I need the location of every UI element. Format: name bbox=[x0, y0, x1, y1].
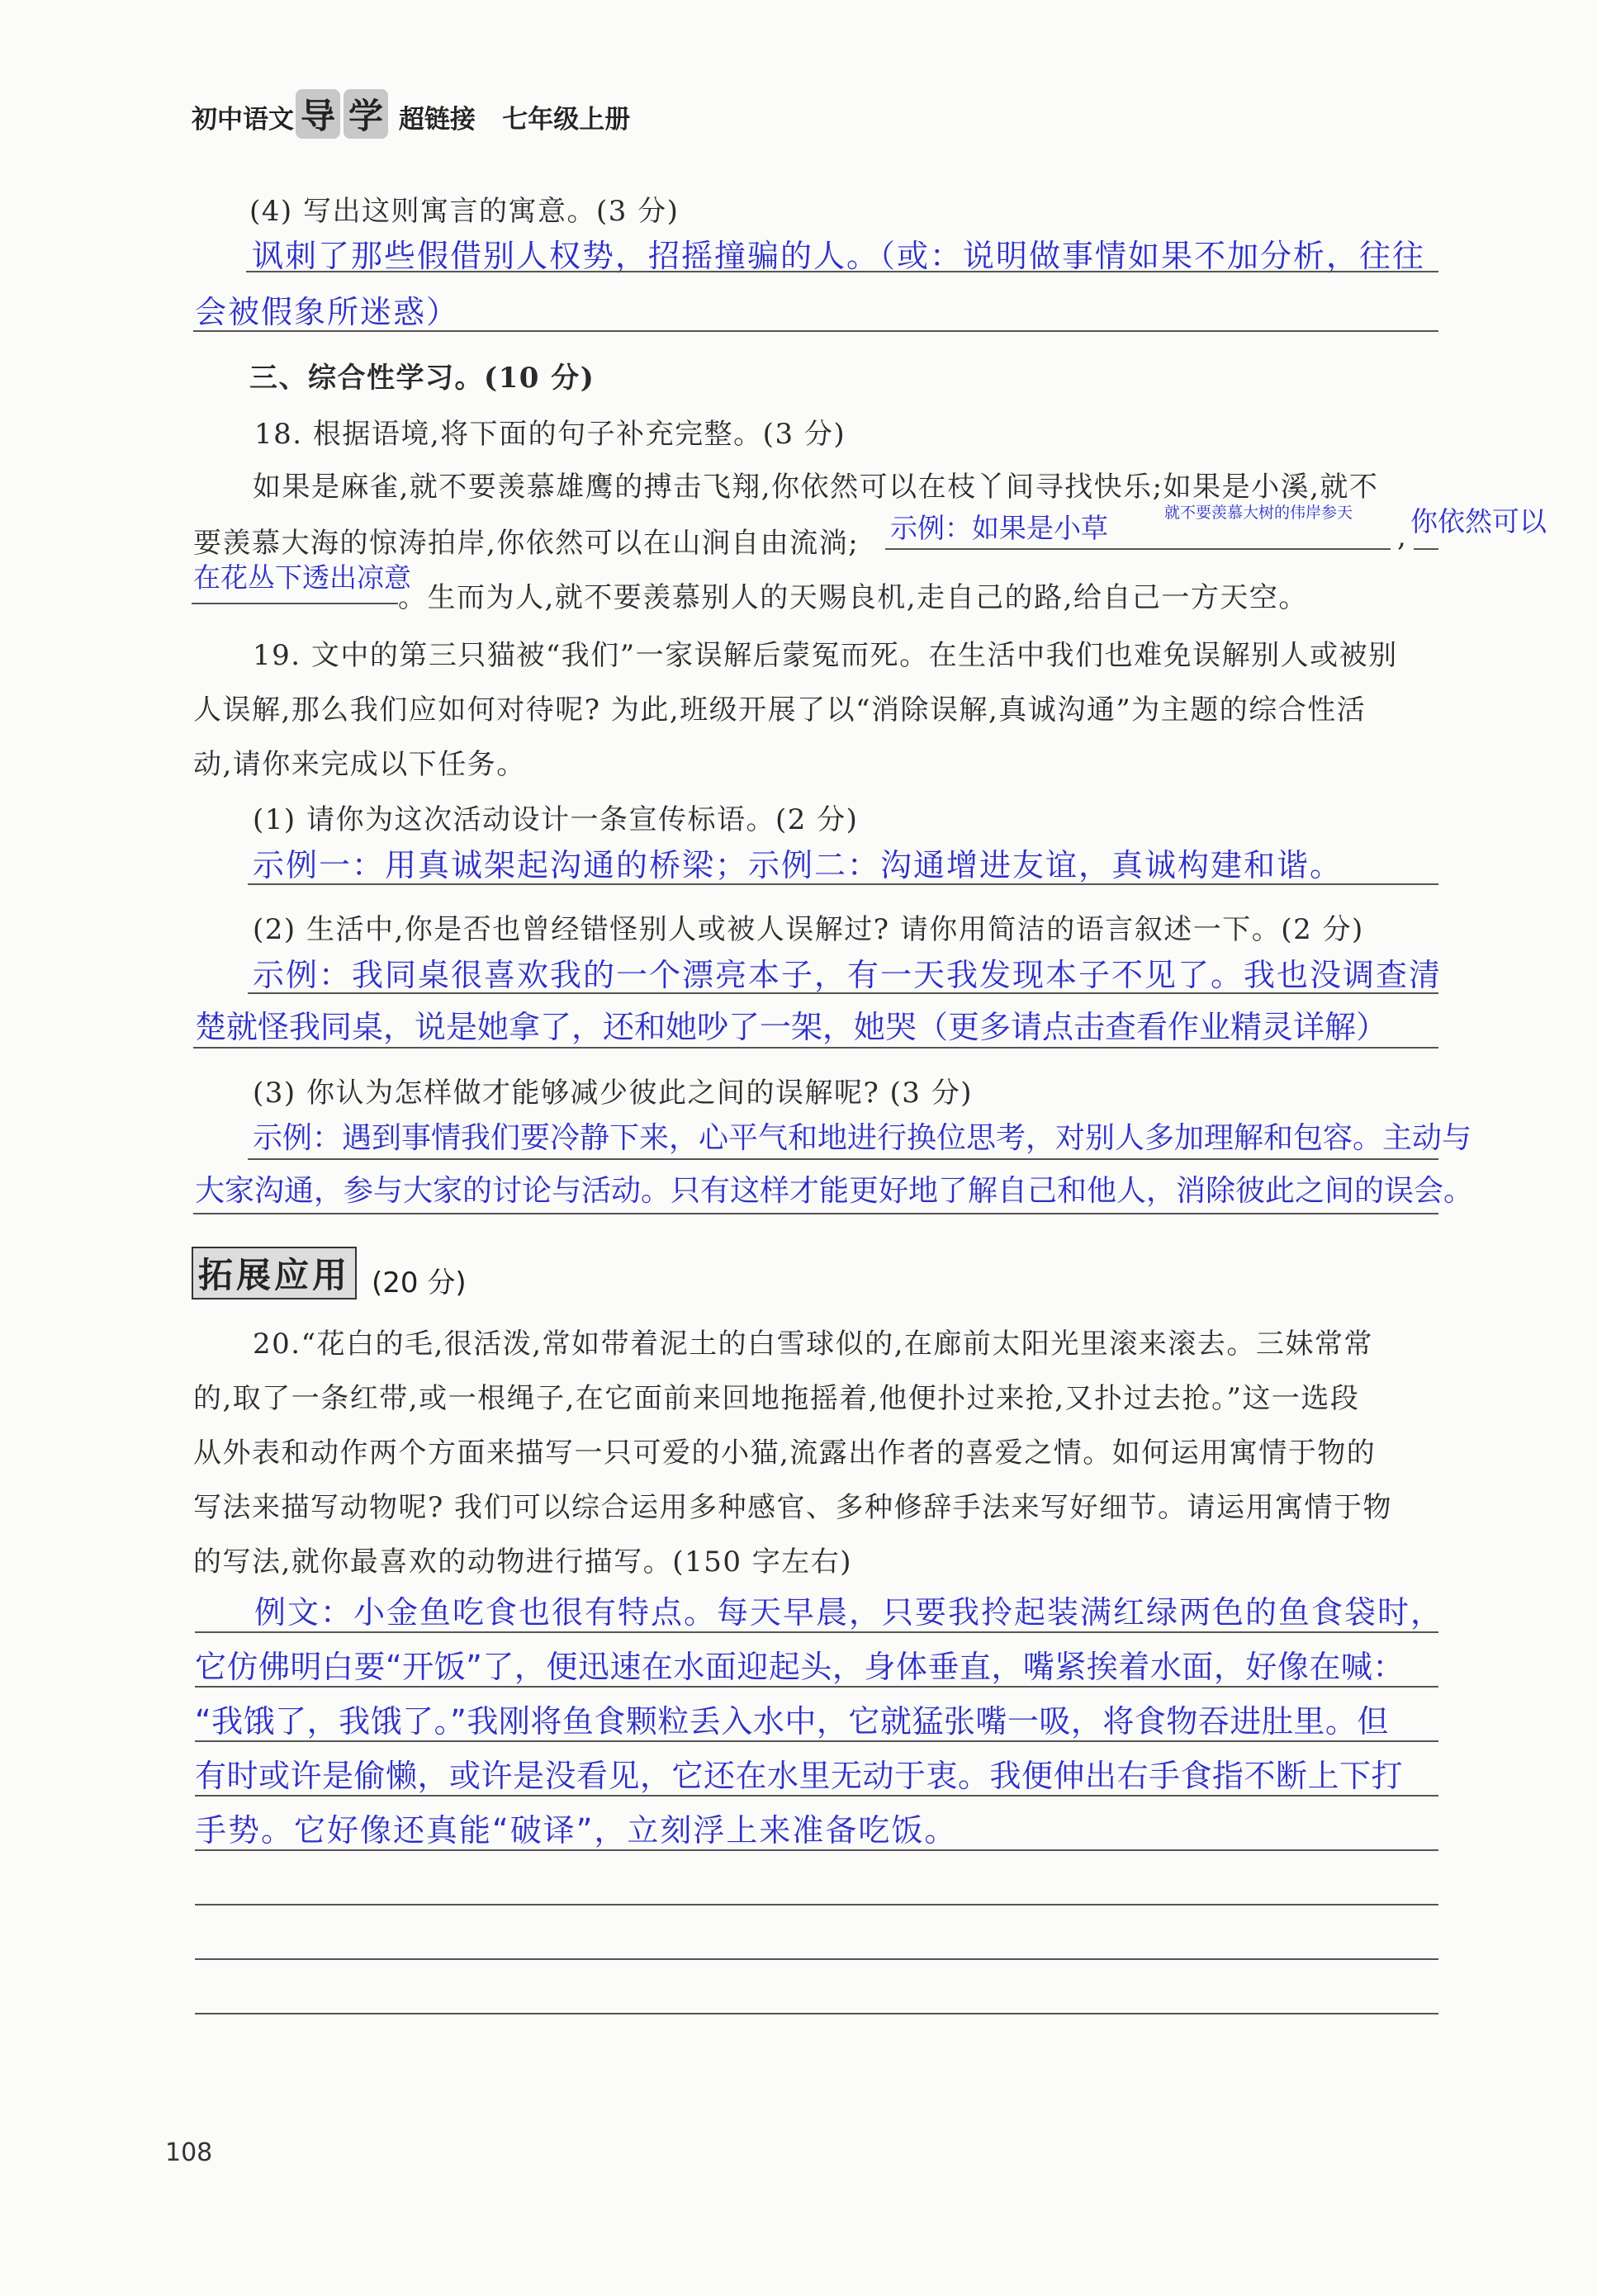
q20-answer-line-3: “我饿了，我饿了。”我刚将鱼食颗粒丢入水中，它就猛张嘴一吸，将食物吞进肚里。但 bbox=[195, 1703, 1389, 1740]
answer-line bbox=[248, 992, 1438, 994]
q4-answer-line-2: 会被假象所迷惑） bbox=[195, 294, 460, 330]
header-char-1: 导 bbox=[296, 89, 340, 139]
q18-answer-d: 在花丛下透出凉意 bbox=[193, 561, 411, 594]
fill-blank-line bbox=[1414, 548, 1438, 550]
q20-text-line-4: 写法来描写动物呢? 我们可以综合运用多种感官、多种修辞手法来写好细节。请运用寓情于物 bbox=[193, 1491, 1393, 1524]
q18-text-line-2: 要羡慕大海的惊涛拍岸,你依然可以在山涧自由流淌; bbox=[193, 527, 860, 560]
q18-comma: , bbox=[1397, 520, 1408, 553]
q20-answer-line-1: 例文：小金鱼吃食也很有特点。每天早晨，只要我拎起装满红绿两色的鱼食袋时， bbox=[254, 1594, 1444, 1631]
writing-line bbox=[195, 1686, 1438, 1688]
writing-line bbox=[195, 2013, 1438, 2014]
q18-text-line-3: 。生而为人,就不要羡慕别人的天赐良机,走自己的路,给自己一方天空。 bbox=[398, 581, 1308, 614]
section-3-title: 三、综合性学习。(10 分) bbox=[249, 362, 595, 395]
answer-line bbox=[193, 1213, 1438, 1214]
header-suffix: 超链接 bbox=[398, 105, 476, 135]
writing-line bbox=[195, 1849, 1438, 1851]
q18-prompt: 18. 根据语境,将下面的句子补充完整。(3 分) bbox=[254, 418, 846, 451]
q20-text-line-5: 的写法,就你最喜欢的动物进行描写。(150 字左右) bbox=[193, 1546, 853, 1579]
writing-line bbox=[195, 1631, 1438, 1633]
q18-text-line-1: 如果是麻雀,就不要羡慕雄鹰的搏击飞翔,你依然可以在枝丫间寻找快乐;如果是小溪,就不 bbox=[253, 471, 1379, 504]
writing-line bbox=[195, 1958, 1438, 1960]
q18-answer-b: 就不要羡慕大树的伟岸参天 bbox=[1164, 504, 1353, 522]
writing-line bbox=[195, 1795, 1438, 1797]
header-grade: 七年级上册 bbox=[502, 105, 631, 135]
q18-answer-a: 示例：如果是小草 bbox=[890, 512, 1108, 544]
writing-line bbox=[195, 1740, 1438, 1742]
page-header bbox=[192, 89, 630, 139]
q20-text-line-1: 20.“花白的毛,很活泼,常如带着泥土的白雪球似的,在廊前太阳光里滚来滚去。三妹常常 bbox=[253, 1328, 1373, 1361]
q19-intro-line-2: 人误解,那么我们应如何对待呢? 为此,班级开展了以“消除误解,真诚沟通”为主题的综合性活 bbox=[193, 694, 1367, 727]
answer-line bbox=[193, 330, 1438, 332]
q19-sub1-answer: 示例一：用真诚架起沟通的桥梁；示例二：沟通增进友谊，真诚构建和谐。 bbox=[253, 847, 1343, 883]
q19-sub2-answer-line-2: 楚就怪我同桌，说是她拿了，还和她吵了一架，她哭（更多请点击查看作业精灵详解） bbox=[195, 1009, 1388, 1045]
answer-line bbox=[246, 271, 1438, 272]
answer-line bbox=[248, 883, 1438, 885]
extension-title: 拓展应用 bbox=[192, 1247, 357, 1299]
q20-answer-line-2: 它仿佛明白要“开饭”了，便迅速在水面迎起头，身体垂直，嘴紧挨着水面，好像在喊： bbox=[195, 1649, 1405, 1685]
writing-line bbox=[195, 1904, 1438, 1905]
q4-answer-line-1: 讽刺了那些假借别人权势，招摇撞骗的人。（或：说明做事情如果不加分析，往往 bbox=[252, 238, 1426, 274]
q19-sub1-prompt: (1) 请你为这次活动设计一条宣传标语。(2 分) bbox=[253, 803, 859, 836]
q18-answer-c: 你依然可以 bbox=[1410, 505, 1547, 537]
q19-sub2-prompt: (2) 生活中,你是否也曾经错怪别人或被人误解过? 请你用简洁的语言叙述一下。(2 分) bbox=[253, 913, 1364, 946]
q4-prompt: (4) 写出这则寓言的寓意。(3 分) bbox=[249, 195, 680, 228]
q19-sub3-prompt: (3) 你认为怎样做才能够减少彼此之间的误解呢? (3 分) bbox=[253, 1077, 973, 1110]
extension-score: (20 分) bbox=[372, 1266, 467, 1299]
header-prefix: 初中语文 bbox=[192, 105, 294, 135]
page-number: 108 bbox=[165, 2138, 213, 2167]
header-char-2: 学 bbox=[344, 89, 388, 139]
fill-blank-line bbox=[885, 548, 1391, 550]
q20-text-line-2: 的,取了一条红带,或一根绳子,在它面前来回地拖摇着,他便扑过来抢,又扑过去抢。”这一选段 bbox=[193, 1382, 1360, 1415]
q19-intro-line-1: 19. 文中的第三只猫被“我们”一家误解后蒙冤而死。在生活中我们也难免误解别人或被别 bbox=[253, 639, 1398, 672]
q19-sub3-answer-line-1: 示例：遇到事情我们要冷静下来，心平气和地进行换位思考，对别人多加理解和包容。主动与 bbox=[253, 1121, 1472, 1155]
q20-text-line-3: 从外表和动作两个方面来描写一只可爱的小猫,流露出作者的喜爱之情。如何运用寓情于物的 bbox=[193, 1437, 1377, 1470]
q19-sub2-answer-line-1: 示例：我同桌很喜欢我的一个漂亮本子，有一天我发现本子不见了。我也没调查清 bbox=[253, 957, 1443, 993]
answer-line bbox=[193, 1047, 1438, 1049]
q19-sub3-answer-line-2: 大家沟通，参与大家的讨论与活动。只有这样才能更好地了解自己和他人，消除彼此之间的误会。 bbox=[195, 1174, 1474, 1208]
fill-blank-line bbox=[192, 603, 398, 604]
q20-answer-line-4: 有时或许是偷懒，或许是没看见，它还在水里无动于衷。我便伸出右手食指不断上下打 bbox=[195, 1758, 1404, 1794]
q19-intro-line-3: 动,请你来完成以下任务。 bbox=[193, 748, 526, 781]
q20-answer-line-5: 手势。它好像还真能“破译”，立刻浮上来准备吃饭。 bbox=[195, 1812, 958, 1849]
answer-line bbox=[248, 1158, 1438, 1160]
